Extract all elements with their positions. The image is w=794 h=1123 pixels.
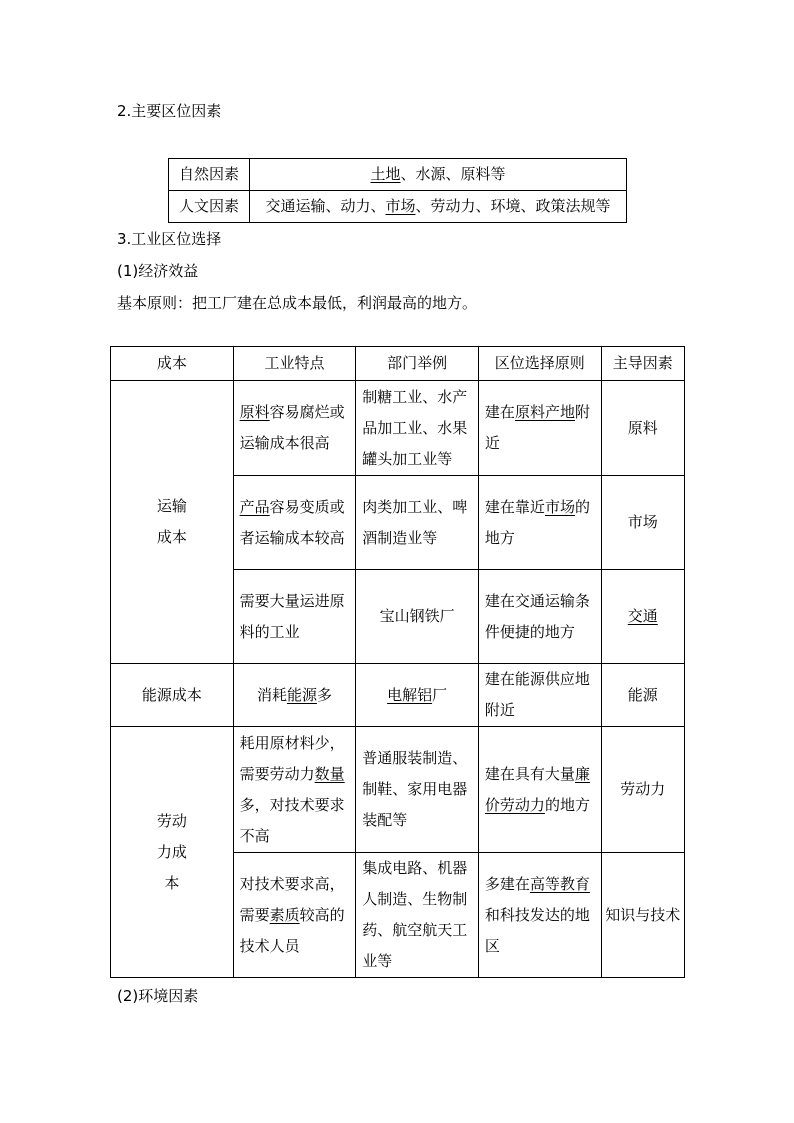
underlined-text: 交通 [627,607,658,625]
example-cell: 宝山钢铁厂 [356,570,479,664]
text: 建在靠近 [484,497,545,516]
example-cell: 集成电路、机器人制造、生物制药、航空航天工业等 [356,853,479,978]
industrial-cost-table [110,346,685,978]
example-cell: 制糖工业、水产品加工业、水果罐头加工业等 [356,381,479,476]
text: 多建在 [484,874,530,893]
feature-cell [233,727,356,853]
rule-cell [478,476,601,570]
basic-principle-text: 基本原则：把工厂建在总成本最低，利润最高的地方。 [117,294,478,312]
example-cell: 普通服装制造、制鞋、家用电器装配等 [356,727,479,853]
table-row [169,191,627,223]
header-sector-example: 部门举例 [356,347,479,381]
rule-cell: 建在交通运输条件便捷的地方 [478,570,601,664]
natural-factors-label: 自然因素 [169,159,250,191]
human-factors-label: 人文因素 [169,191,250,223]
table-header-row [111,347,685,381]
subheading-environment: (2)环境因素 [117,987,199,1005]
underlined-text: 能源 [286,685,317,704]
text: 交通运输、动力、 [265,197,386,215]
label-line: 本 [164,873,180,892]
section-2-heading: 2.主要区位因素 [117,102,222,120]
feature-cell [233,476,356,570]
factor-cell: 原料 [601,381,684,476]
underlined-text: 廉价劳动力 [484,764,590,814]
underlined-text: 原料 [239,403,270,421]
factor-cell: 能源 [601,664,684,727]
feature-cell [233,664,356,727]
underlined-text: 市场 [385,197,416,215]
underlined-text: 素质 [269,905,300,924]
header-location-rule: 区位选择原则 [478,347,601,381]
text: 耗用原材料少，需要劳动力 [239,733,345,783]
text: 消耗 [256,685,287,704]
underlined-text: 高等教育 [529,874,590,893]
text: 对技术要求高，需要 [239,874,345,924]
text: 较高的技术人员 [239,905,345,955]
text: 、劳动力、环境、政策法规等 [415,197,611,215]
transport-cost-label [111,381,234,664]
table-row [111,727,685,853]
text: 多 [316,685,332,704]
table-row [111,381,685,476]
label-line: 成本 [156,528,187,546]
factor-cell: 市场 [601,476,684,570]
subheading-economic-benefit: (1)经济效益 [117,262,199,280]
factor-cell: 知识与技术 [601,853,684,978]
natural-factors-value [250,159,627,191]
rule-cell [478,381,601,476]
energy-cost-label: 能源成本 [111,664,234,727]
table-row [111,664,685,727]
factor-cell [601,570,684,664]
feature-cell [233,381,356,476]
text: 建在 [484,403,515,421]
label-line: 运输 [156,497,187,515]
text: 的地方 [544,795,590,814]
factor-cell: 劳动力 [601,727,684,853]
text: 容易腐烂或运输成本很高 [239,403,345,452]
text: 、水源、原料等 [400,165,506,183]
feature-cell: 需要大量运进原料的工业 [233,570,356,664]
rule-cell [478,727,601,853]
underlined-text: 电解铝 [387,685,433,704]
section-3-heading: 3.工业区位选择 [117,230,222,248]
table-row [169,159,627,191]
text: 的地方 [484,497,590,547]
label-line: 力成 [156,842,187,861]
text: 多，对技术要求不高 [239,795,345,845]
underlined-text: 原料产地 [514,403,575,421]
example-cell [356,664,479,727]
rule-cell [478,853,601,978]
text: 附近 [484,403,590,452]
example-cell: 肉类加工业、啤酒制造业等 [356,476,479,570]
header-dominant-factor: 主导因素 [601,347,684,381]
underlined-text: 土地 [370,165,401,183]
label-line: 劳动 [156,811,187,830]
underlined-text: 产品 [239,497,270,516]
text: 容易变质或者运输成本较高 [239,497,345,547]
location-factors-table [168,158,627,223]
underlined-text: 数量 [314,764,345,783]
human-factors-value [250,191,627,223]
header-industry-feature: 工业特点 [233,347,356,381]
header-cost: 成本 [111,347,234,381]
text: 建在具有大量 [484,764,575,783]
underlined-text: 市场 [544,497,575,516]
text: 厂 [432,685,448,704]
text: 和科技发达的地区 [484,905,590,955]
labor-cost-label [111,727,234,978]
rule-cell: 建在能源供应地附近 [478,664,601,727]
feature-cell [233,853,356,978]
